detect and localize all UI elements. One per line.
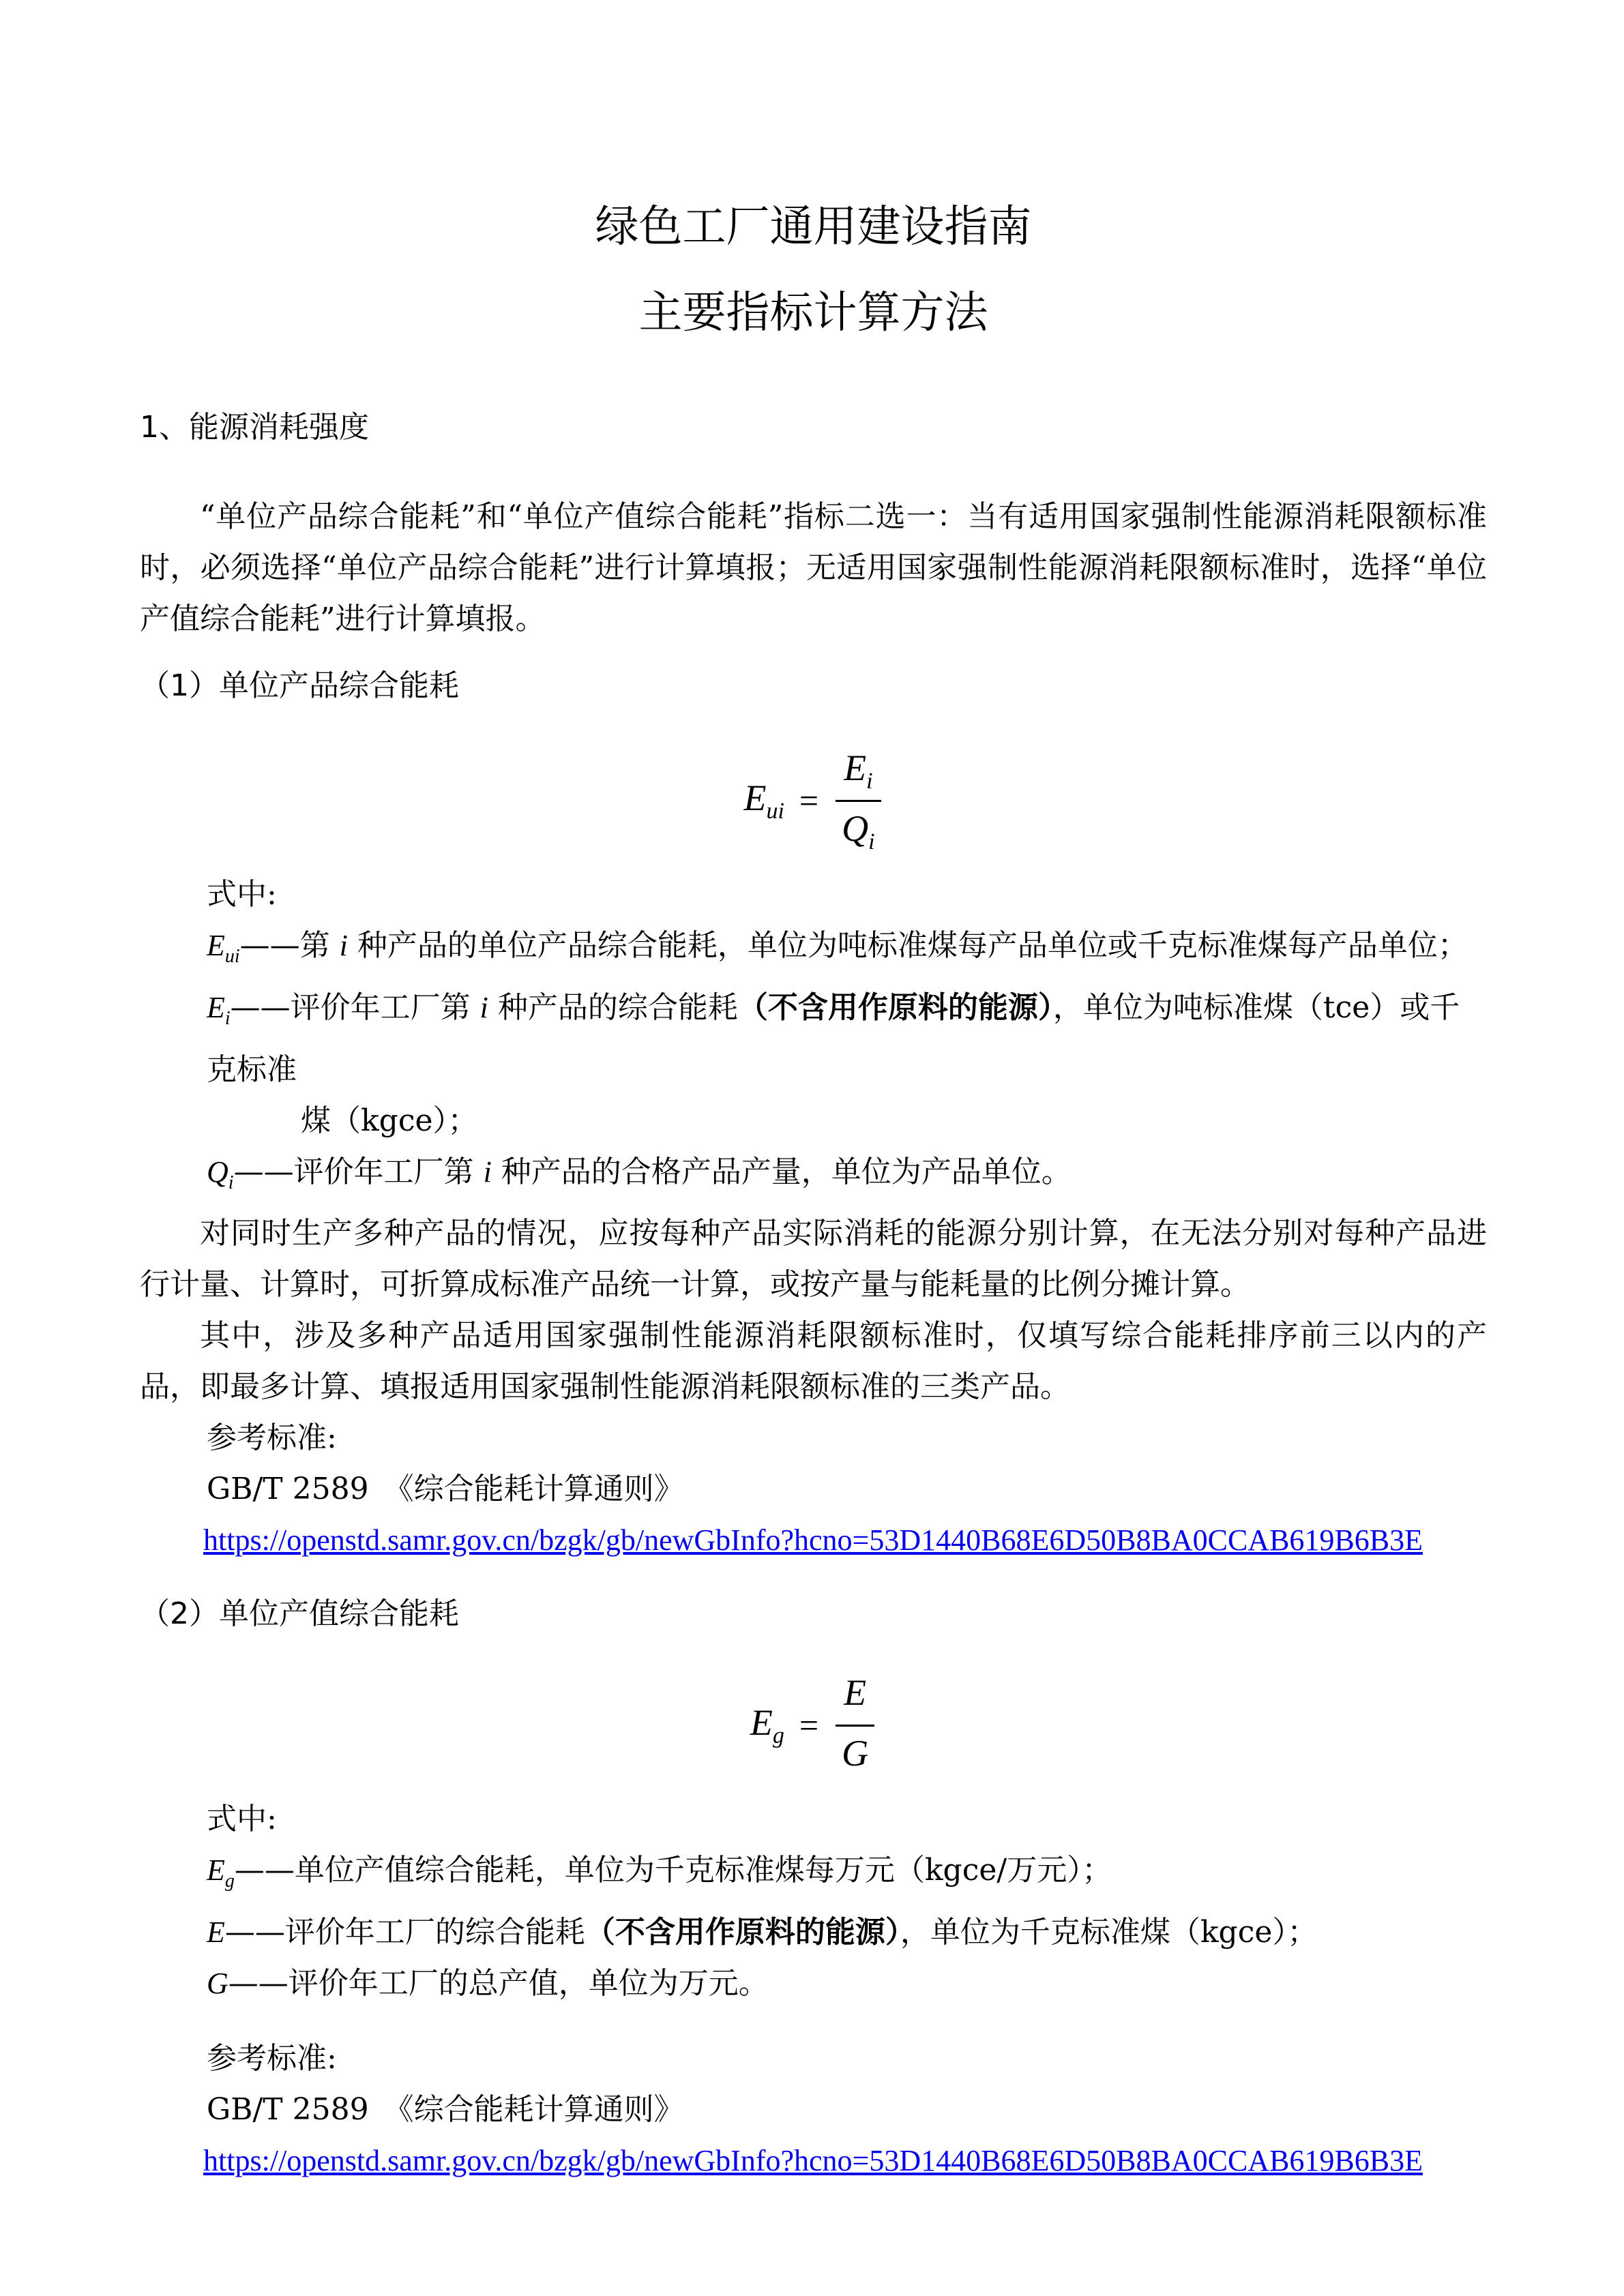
reference-standard-1: GB/T 2589 《综合能耗计算通则》 <box>207 1472 684 1507</box>
fraction <box>833 747 883 855</box>
definition-ei: $E_i——$评价年工厂第 i 种产品的综合能耗（不含用作原料的能源），单位为吨标准煤（tce）或千克标准 <box>207 989 1460 1087</box>
intro-paragraph: “单位产品综合能耗”和“单位产值综合能耗”指标二选一：当有适用国家强制性能源消耗限额标准时，必须选择“单位产品综合能耗”进行计算填报；无适用国家强制性能源消耗限额标准时，选择“单位产值综合能耗”进行计算填报。 <box>140 499 1487 636</box>
fraction <box>833 1671 876 1780</box>
section-1-heading: 1、能源消耗强度 <box>140 410 369 445</box>
reference-link-1[interactable]: https://openstd.samr.gov.cn/bzgk/gb/newGbInfo?hcno=53D1440B68E6D50B8BA0CCAB619B6B3E <box>203 1523 1423 1557</box>
definition-g: G——评价年工厂的总产值，单位为万元。 <box>207 1966 769 2001</box>
reference-standard-2: GB/T 2589 《综合能耗计算通则》 <box>207 2092 684 2128</box>
doc-title-line2: 主要指标计算方法 <box>638 288 988 338</box>
formula-unit-output-energy <box>140 1657 1487 1793</box>
fraction-numerator: E <box>836 1671 874 1727</box>
formula-equals: = <box>799 1706 819 1745</box>
formula-unit-product-energy <box>140 732 1487 869</box>
top-three-paragraph: 其中，涉及多种产品适用国家强制性能源消耗限额标准时，仅填写综合能耗排序前三以内的产品，即最多计算、填报适用国家强制性能源消耗限额标准的三类产品。 <box>140 1318 1487 1405</box>
reference-label-2: 参考标准: <box>207 2041 337 2076</box>
definition-e: E——评价年工厂的综合能耗（不含用作原料的能源），单位为千克标准煤（kgce）； <box>207 1915 1318 1950</box>
formula-lhs: $E_g$ <box>750 1702 784 1749</box>
definition-ei-continuation: 煤（kgce）； <box>301 1103 478 1138</box>
sub-1-heading: （1）单位产品综合能耗 <box>140 668 459 703</box>
definition-eg: $E_g——$单位产值综合能耗，单位为千克标准煤每万元（kgce/万元）； <box>207 1853 1112 1892</box>
formula-lhs: $E_{ui}$ <box>743 777 784 824</box>
fraction-denominator: $Q_i$ <box>842 807 875 854</box>
reference-link-2[interactable]: https://openstd.samr.gov.cn/bzgk/gb/newGbInfo?hcno=53D1440B68E6D50B8BA0CCAB619B6B3E <box>203 2144 1423 2178</box>
doc-title-line1: 绿色工厂通用建设指南 <box>595 202 1032 252</box>
formula-equals: = <box>799 781 819 820</box>
definition-qi: $Q_i——$评价年工厂第 i 种产品的合格产品产量，单位为产品单位。 <box>207 1154 1072 1193</box>
where-label-1: 式中: <box>207 877 277 912</box>
reference-link-row-2 <box>140 2135 1487 2186</box>
sub-2-heading: （2）单位产值综合能耗 <box>140 1596 459 1632</box>
fraction-denominator: G <box>842 1732 869 1774</box>
reference-label-1: 参考标准: <box>207 1420 337 1456</box>
reference-link-row-1 <box>140 1515 1487 1566</box>
fraction-numerator: $E_i$ <box>836 747 881 802</box>
where-label-2: 式中: <box>207 1802 277 1837</box>
definition-eui: $E_{ui}——$第 i 种产品的单位产品综合能耗，单位为吨标准煤每产品单位或千克标准煤每产品单位； <box>207 928 1468 967</box>
multi-product-paragraph: 对同时生产多种产品的情况，应按每种产品实际消耗的能源分别计算，在无法分别对每种产品进行计量、计算时，可折算成标准产品统一计算，或按产量与能耗量的比例分摊计算。 <box>140 1216 1487 1302</box>
